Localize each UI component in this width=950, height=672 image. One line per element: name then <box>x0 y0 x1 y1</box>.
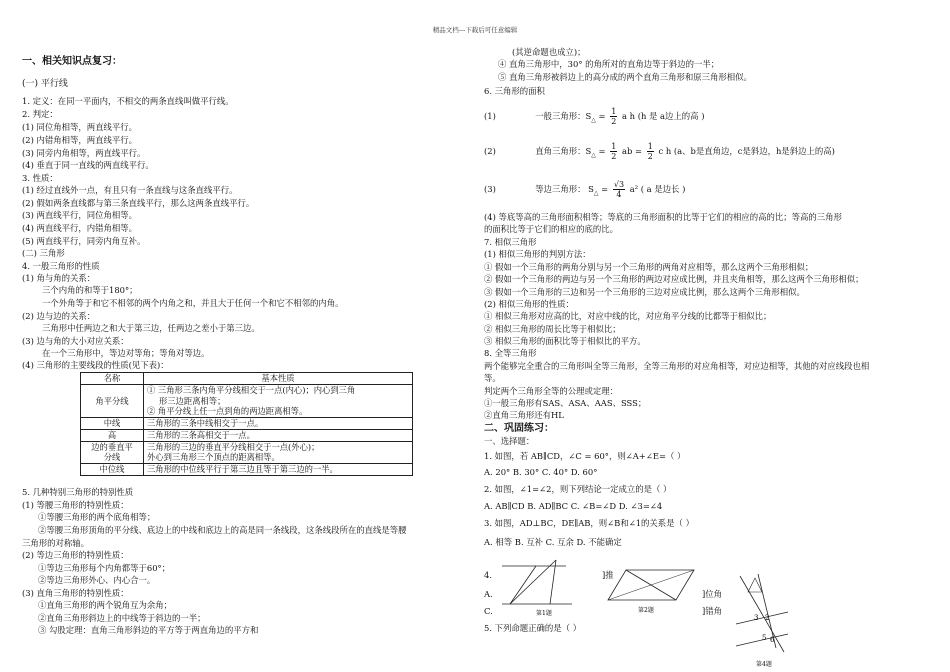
figure-4-caption: 第4题 <box>756 661 772 668</box>
table-cell: 三角形的三条中线相交于一点。 <box>144 418 413 430</box>
fraction-numerator: 1 <box>647 142 653 151</box>
text-line: (4) 三角形的主要线段的性质(见下表)： <box>22 360 169 370</box>
text-line: (4) 两直线平行，内错角相等。 <box>22 223 138 233</box>
formula-text: c h (a、b是直角边，c是斜边，h是斜边上的高) <box>658 146 835 156</box>
text-line: ① 相似三角形对应高的比，对应中线的比，对应角平分线的比都等于相似比； <box>484 311 772 321</box>
table-cell-line: 形三边距离相等； <box>159 395 226 406</box>
text-line: (3) 直角三角形的特别性质： <box>22 588 129 598</box>
figure-2-diagram <box>606 566 698 616</box>
section-title-practice: 二、巩固练习： <box>484 423 554 434</box>
text-line: (2) 内错角相等，两直线平行。 <box>22 135 138 145</box>
question-1-options: A. 20° B. 30° C. 40° D. 60° <box>484 467 598 477</box>
fraction-denominator: 4 <box>616 190 622 199</box>
area-formula-equilateral <box>484 180 685 199</box>
formula-index: (2) <box>484 146 496 156</box>
table-cell: 中线 <box>81 418 144 430</box>
text-line: 两个能够完全重合的三角形叫全等三角形，全等三角形的对应角相等，对应边相等，其他的对应线段也相 <box>484 361 870 371</box>
table-cell-line: 三角形的三边的垂直平分线相交于一点(外心)； <box>147 441 320 452</box>
text-line: (2) 等边三角形的特别性质： <box>22 550 129 560</box>
table-cell-line: 外心到三角形三个顶点的距离相等。 <box>147 452 280 463</box>
text-line: 1. 定义：在同一平面内，不相交的两条直线叫做平行线。 <box>22 96 234 106</box>
fraction-denominator: 2 <box>647 152 653 161</box>
table-row <box>81 384 413 417</box>
text-line: ② 假如一个三角形的两边与另一个三角形的两边对应成比例，并且夹角相等，那么这两个三角形相似； <box>484 274 864 284</box>
table-cell-line: ① 三角形三条内角平分线相交于一点(内心)；内心到三角 <box>147 384 356 395</box>
fraction-numerator: √3 <box>613 180 625 189</box>
angle-label: 6 <box>770 636 775 644</box>
angle-label: 3 <box>754 614 759 622</box>
formula-subscript: △ <box>591 151 596 159</box>
question-5: 5. 下列命题正确的是（ ） <box>484 623 582 633</box>
formula-equals: = <box>601 184 609 194</box>
text-line: 判定两个三角形全等的公理或定理： <box>484 386 618 396</box>
text-line: ③ 假如一个三角形的三边和另一个三角形的三边对应成比例，那么这两个三角形相似。 <box>484 287 805 297</box>
text-line: (2) 假如两条直线都与第三条直线平行，那么这两条直线平行。 <box>22 198 255 208</box>
question-2-options: A. AB∥CD B. AD∥BC C. ∠B=∠D D. ∠3=∠4 <box>484 501 663 511</box>
table-header-name: 名称 <box>81 373 144 385</box>
table-cell-line: 分线 <box>103 452 121 463</box>
text-line: 等。 <box>484 373 501 383</box>
question-4-option-c: C. <box>484 606 493 616</box>
text-line: (其逆命题也成立)； <box>512 47 586 57</box>
text-line: ①一般三角形有SAS、ASA、AAS、SSS； <box>484 398 647 408</box>
text-line: (5) 两直线平行，同旁内角互补。 <box>22 236 146 246</box>
question-4-option-a: A. <box>484 589 493 599</box>
table-row <box>81 418 413 430</box>
table-row <box>81 429 413 441</box>
question-3-options: A. 相等 B. 互补 C. 互余 D. 不能确定 <box>484 537 622 547</box>
table-cell: 角平分线 <box>81 384 144 417</box>
formula-equals: = <box>598 111 606 121</box>
formula-index: (1) <box>484 111 496 121</box>
text-line: ② 相似三角形的周长比等于相似比； <box>484 324 621 334</box>
angle-label: 5 <box>762 634 767 642</box>
figure-1-diagram <box>496 558 586 620</box>
question-4-fragment: ]推 <box>602 570 614 580</box>
text-line: ③ 勾股定理：直角三角形斜边的平方等于两直角边的平方和 <box>38 625 259 635</box>
text-line: 5. 几种特别三角形的特别性质 <box>22 487 134 497</box>
text-line: (2) 边与边的关系： <box>22 311 96 321</box>
table-cell-line: ② 角平分线上任一点到角的两边距离相等。 <box>147 406 308 417</box>
fraction-root3-over-4 <box>613 180 625 199</box>
table-cell: 高 <box>81 429 144 441</box>
subsection-triangle: (二) 三角形 <box>22 248 65 258</box>
text-line: 一、选择题： <box>484 436 535 446</box>
question-4-fragment: ]错角 <box>702 606 723 616</box>
text-line: ① 假如一个三角形的两角分别与另一个三角形的两角对应相等，那么这两个三角形相似； <box>484 262 814 272</box>
text-line: 在一个三角形中，等边对等角；等角对等边。 <box>42 348 210 358</box>
text-line: ④ 直角三角形中，30° 的角所对的直角边等于斜边的一半； <box>498 59 720 69</box>
fraction-denominator: 2 <box>611 152 617 161</box>
text-line: 三个内角的和等于180°； <box>42 285 138 295</box>
text-line: 3. 性质： <box>22 173 58 183</box>
text-line: 8. 全等三角形 <box>484 348 537 358</box>
question-1: 1. 如图，若 AB∥CD，∠C = 60°，则∠A+∠E=（ ） <box>484 451 686 461</box>
text-line: ①等边三角形每个内角都等于60°； <box>38 563 171 573</box>
page-header: 精品文档---下载后可任意编辑 <box>432 26 518 34</box>
angle-label: 2 <box>765 614 770 622</box>
question-4-fragment: ]位角 <box>702 589 723 599</box>
question-3: 3. 如图，AD⊥BC，DE∥AB，则∠B和∠1的关系是（ ） <box>484 518 694 528</box>
formula-text: a² ( a 是边长 ) <box>629 184 686 194</box>
question-2: 2. 如图，∠1=∠2，则下列结论一定成立的是（ ） <box>484 484 672 494</box>
fraction-numerator: 1 <box>611 142 617 151</box>
table-cell: 中位线 <box>81 464 144 476</box>
text-line: (4) 等底等高的三角形面积相等；等底的三角形面积的比等于它们的相应的高的比；等高的三角形 <box>484 212 842 222</box>
formula-text: 直角三角形：S <box>535 146 592 156</box>
text-line: (1) 角与角的关系： <box>22 273 96 283</box>
text-line: 的面积比等于它们的相应的底的比。 <box>484 224 618 234</box>
text-line: 三角形的对称轴。 <box>22 538 89 548</box>
text-line: (1) 同位角相等，两直线平行。 <box>22 122 138 132</box>
table-header-property: 基本性质 <box>144 373 413 385</box>
text-line: ⑤ 直角三角形被斜边上的高分成的两个直角三角形和原三角形相似。 <box>498 72 752 82</box>
text-line: (1) 经过直线外一点，有且只有一条直线与这条直线平行。 <box>22 185 238 195</box>
formula-text: ab = <box>621 146 643 156</box>
text-line: ②等腰三角形顶角的平分线、底边上的中线和底边上的高是同一条线段，这条线段所在的直线是等腰 <box>38 525 407 535</box>
text-line: (3) 边与角的大小对应关系： <box>22 336 129 346</box>
table-row <box>81 441 413 464</box>
section-title-review: 一、相关知识点复习： <box>22 56 122 67</box>
text-line: (3) 同旁内角相等，两直线平行。 <box>22 148 146 158</box>
text-line: 7. 相似三角形 <box>484 237 537 247</box>
text-line: 2. 判定： <box>22 109 58 119</box>
text-line: (2) 相似三角形的性质： <box>484 299 574 309</box>
table-cell: 三角形的三条高相交于一点。 <box>144 429 413 441</box>
text-line: 6. 三角形的面积 <box>484 86 545 96</box>
formula-equals: = <box>598 146 606 156</box>
text-line: ①直角三角形的两个锐角互为余角； <box>38 600 172 610</box>
fraction-one-half <box>610 142 617 161</box>
text-line: ③ 相似三角形的面积比等于相似比的平方。 <box>484 336 646 346</box>
figure-1-caption: 第1题 <box>536 610 552 617</box>
figure-2-caption: 第2题 <box>638 607 654 614</box>
text-line: ②直角三角形还有HL <box>484 410 564 420</box>
text-line: (1) 等腰三角形的特别性质： <box>22 500 129 510</box>
fraction-denominator: 2 <box>611 117 617 126</box>
fraction-one-half <box>610 107 617 126</box>
text-line: 三角形中任两边之和大于第三边，任两边之差小于第三边。 <box>42 323 260 333</box>
fraction-numerator: 1 <box>611 107 617 116</box>
formula-text: 一般三角形：S <box>535 111 592 121</box>
question-4: 4. <box>484 570 492 580</box>
area-formula-general <box>484 107 704 126</box>
formula-text: a h (h 是 a边上的高 ) <box>621 111 705 121</box>
formula-text: 等边三角形： S <box>535 184 594 194</box>
text-line: 一个外角等于和它不相邻的两个内角之和，并且大于任何一个和它不相邻的内角。 <box>42 298 344 308</box>
text-line: (4) 垂直于同一直线的两直线平行。 <box>22 160 154 170</box>
text-line: ②直角三角形斜边上的中线等于斜边的一半； <box>38 613 206 623</box>
formula-subscript: △ <box>593 189 599 197</box>
fraction-one-half <box>647 142 654 161</box>
table-cell-line: 边的垂直平 <box>91 441 133 452</box>
triangle-lines-table <box>80 372 413 476</box>
area-formula-right <box>484 142 835 161</box>
text-line: (1) 相似三角形的判别方法： <box>484 249 591 259</box>
subsection-parallel: (一) 平行线 <box>22 79 68 89</box>
text-line: ②等边三角形外心、内心合一。 <box>38 575 156 585</box>
table-cell: 三角形的中位线平行于第三边且等于第三边的一半。 <box>144 464 413 476</box>
text-line: (3) 两直线平行，同位角相等。 <box>22 210 138 220</box>
text-line: ①等腰三角形的两个底角相等； <box>38 512 156 522</box>
formula-subscript: △ <box>591 116 596 124</box>
text-line: 4. 一般三角形的性质 <box>22 261 100 271</box>
figure-4-diagram <box>732 572 792 670</box>
table-row <box>81 464 413 476</box>
formula-index: (3) <box>484 184 496 194</box>
